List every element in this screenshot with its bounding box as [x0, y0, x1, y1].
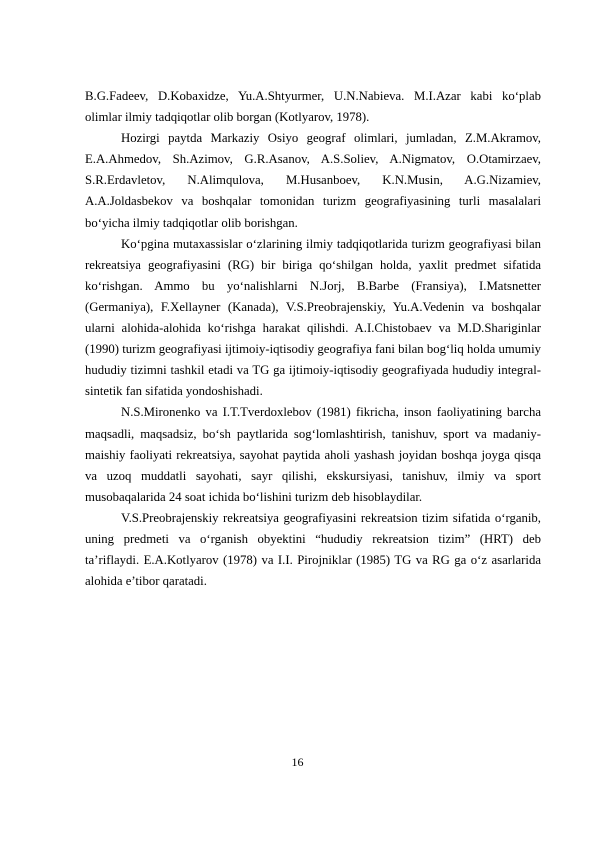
paragraph-2: Hozirgi paytda Markaziy Osiyo geograf olimlari, jumladan, Z.M.Akramov, E.A.Ahmedov, Sh.Azimov, G.R.Asanov, A.S.Soliev, A.Nigmatov, O.Otamirzaev, S.R.Erdavletov, N.Alimqulova, M.Husanboev, K.N.Musin, A.G.Nizamiev, A.A.Joldasbekov va boshqalar tomonidan turizm geografiyasining turli masalalari bo‘yicha ilmiy tadqiqotlar olib borishgan. [85, 131, 541, 230]
body-text [85, 86, 541, 592]
paragraph-5: V.S.Preobrajenskiy rekreatsiya geografiyasini rekreatsion tizim sifatida o‘rganib, uning predmeti va o‘rganish obyektini “hududiy rekreatsion tizim” (HRT) deb ta’riflaydi. E.A.Kotlyarov (1978) va I.I. Pirojniklar (1985) TG va RG ga o‘z asarlarida alohida e’tibor qaratadi. [85, 510, 541, 589]
paragraph-4: N.S.Mironenko va I.T.Tverdoxlebov (1981) fikricha, inson faoliyatining barcha maqsadli, maqsadsiz, bo‘sh paytlarida sog‘lomlashtirish, tanishuv, sport va madaniy- maishiy faoliyati rekreatsiya, sayohat paytida aholi yashash joyidan boshqa joyga qisqa va uzoq muddatli sayohati, sayr qilishi, ekskursiyasi, tanishuv, ilmiy va sport musobaqalarida 24 soat ichida bo‘lishini turizm deb hisoblaydilar. [85, 405, 541, 504]
paragraph-1: B.G.Fadeev, D.Kobaxidze, Yu.A.Shtyurmer, U.N.Nabieva. M.I.Azar kabi ko‘plab olimlar ilmiy tadqiqotlar olib borgan (Kotlyarov, 1978). [85, 89, 541, 125]
page-number: 16 [291, 755, 304, 769]
paragraph-3: Ko‘pgina mutaxassislar o‘zlarining ilmiy tadqiqotlarida turizm geografiyasi bilan rekreatsiya geografiyasini (RG) bir biriga qo‘shilgan holda, yaxlit predmet sifatida ko‘rishgan. Ammo bu yo‘nalishlarni N.Jorj, B.Barbe (Fransiya), I.Matsnetter (Germaniya), F.Xellayner (Kanada), V.S.Preobrajenskiy, Yu.A.Vedenin va boshqalar ularni alohida-alohida ko‘rishga harakat qilishdi. A.I.Chistobaev va M.D.Shariginlar (1990) turizm geografiyasi ijtimoiy-iqtisodiy geografiya fani bilan bog‘liq holda umumiy hududiy tizimni tashkil etadi va TG ga ijtimoiy-iqtisodiy geografiyada hududiy integral-sintetik fan sifatida yondoshishadi. [85, 236, 541, 399]
